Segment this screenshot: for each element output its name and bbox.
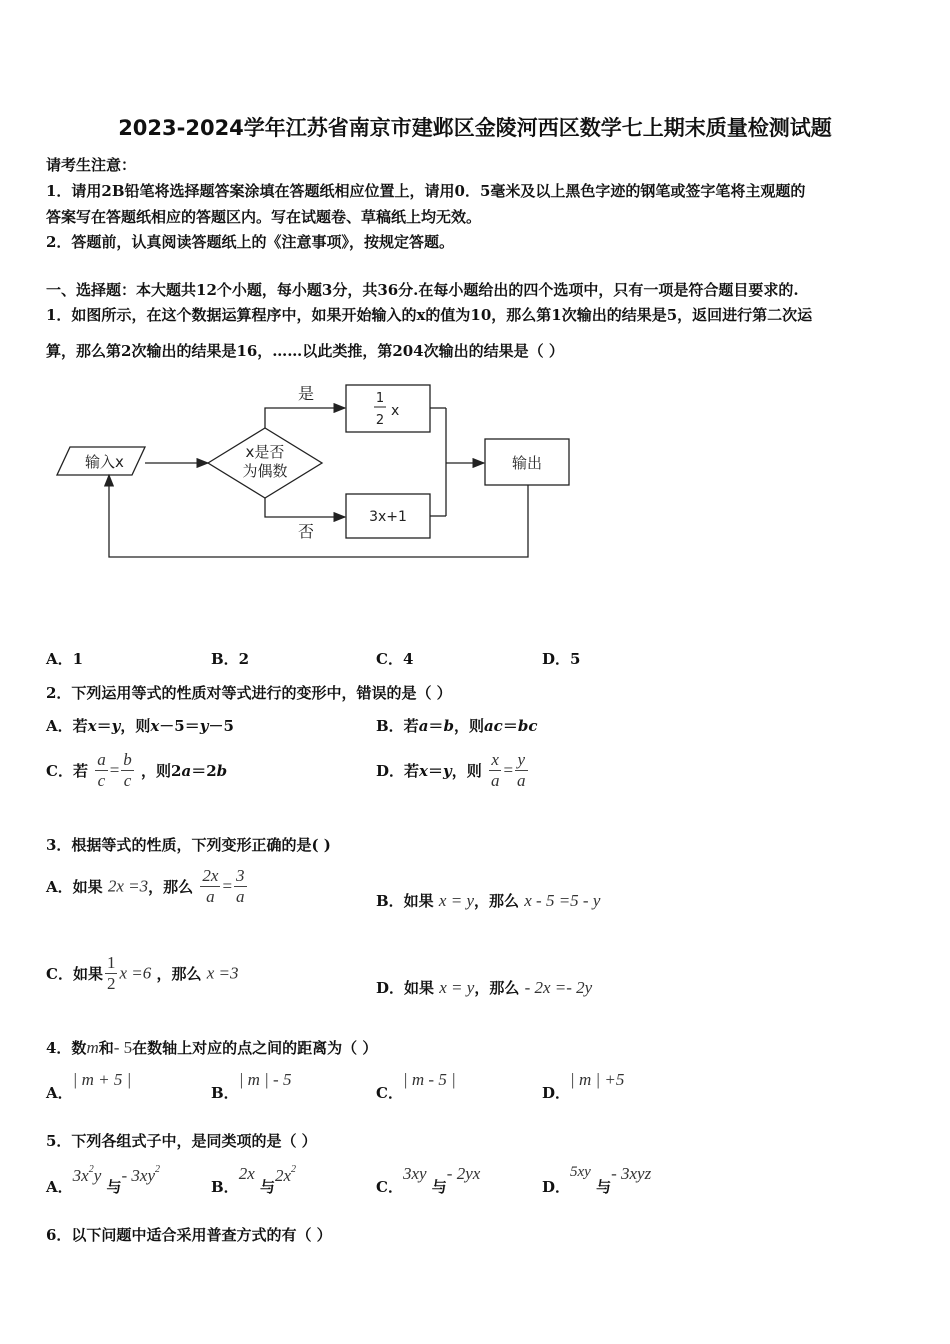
q2-option-a[interactable] — [46, 715, 234, 736]
q4-option-a[interactable] — [46, 1070, 131, 1103]
q6-stem: 6．以下问题中适合采用普查方式的有（ ） — [46, 1226, 332, 1244]
q3-option-a[interactable] — [46, 866, 249, 907]
q5-option-c[interactable] — [376, 1164, 480, 1197]
flow-output-label: 输出 — [511, 454, 543, 472]
q3-b-cond: x = y — [438, 891, 474, 910]
q2-b-ac: ac — [483, 717, 503, 735]
q5-b-and: 与 — [259, 1178, 275, 1196]
flow-half-numerator: 1 — [375, 391, 385, 406]
q2-a-y2: y — [199, 717, 209, 735]
q2-b-bc: bc — [517, 717, 538, 735]
q3-a-num1: 2x — [202, 866, 219, 885]
q5-a-and: 与 — [106, 1178, 122, 1196]
q3-option-b[interactable] — [376, 890, 600, 911]
flow-half-variable: x — [391, 403, 400, 419]
q2-stem: 2．下列运用等式的性质对等式进行的变形中，错误的是（ ） — [46, 684, 452, 702]
q4-stem — [46, 1037, 377, 1058]
q2-a-end: －5 — [208, 717, 234, 735]
q4-stem-p3: 和 — [98, 1039, 114, 1057]
q5-a-expr1-base: 3x — [72, 1166, 89, 1185]
q3-option-c[interactable] — [46, 953, 239, 994]
q4-stem-p5: 在数轴上对应的点之间的距离为（ ） — [132, 1039, 378, 1057]
q2-option-d[interactable] — [376, 750, 530, 791]
q3-d-cond: x = y — [439, 978, 475, 997]
q1-option-b[interactable]: B．2 — [211, 650, 250, 668]
q2-option-b[interactable] — [376, 715, 537, 736]
q2-c-eq: = — [109, 760, 120, 780]
q5-c-expr2: - 2yx — [446, 1164, 481, 1183]
q5-b-expr1: 2x — [238, 1164, 255, 1183]
q2-c-den1: c — [97, 771, 106, 790]
q5-option-d[interactable] — [542, 1164, 651, 1197]
q3-d-result: - 2x =- 2y — [524, 978, 593, 997]
q2-c-res3: ＝2 — [191, 762, 217, 780]
q3-c-label: C．如果 — [46, 965, 103, 983]
notice-line-2: 答案写在答题纸相应的答题区内。写在试题卷、草稿纸上均无效。 — [46, 208, 482, 226]
q2-a-label: A．若 — [46, 717, 88, 735]
q2-a-eq: ＝ — [96, 717, 112, 735]
q5-a-expr1-exp: 2 — [88, 1164, 94, 1175]
q4-stem-p1: 4．数 — [46, 1039, 87, 1057]
q5-d-expr2: - 3xyz — [611, 1164, 652, 1183]
q1-stem-line-1: 1．如图所示，在这个数据运算程序中，如果开始输入的x的值为10，那么第1次输出的结果是5，返回进行第二次运 — [46, 306, 813, 324]
q3-c-cond: x =6 — [119, 963, 152, 983]
q3-c-then: ，那么 — [156, 965, 202, 983]
q4-stem-neg5: - 5 — [113, 1038, 133, 1057]
q2-d-eq-frac: = — [503, 760, 514, 780]
q4-c-expr: | m - 5 | — [402, 1070, 456, 1089]
q3-a-label: A．如果 — [46, 878, 103, 896]
q2-b-b: b — [443, 717, 454, 735]
q3-a-then: ，那么 — [148, 878, 194, 896]
flow-no-label: 否 — [298, 522, 315, 541]
q5-c-and: 与 — [431, 1178, 447, 1196]
flow-condition-line-2: 为偶数 — [242, 462, 288, 480]
q4-d-expr: | m | +5 — [570, 1070, 625, 1089]
q2-b-eq2: ＝ — [502, 717, 518, 735]
q3-b-label: B．如果 — [376, 892, 434, 910]
q3-stem: 3．根据等式的性质，下列变形正确的是( ) — [46, 836, 331, 854]
q2-option-c[interactable] — [46, 750, 227, 791]
q5-stem: 5．下列各组式子中，是同类项的是（ ） — [46, 1132, 317, 1150]
q4-option-c[interactable] — [376, 1070, 456, 1103]
q5-d-and: 与 — [596, 1178, 612, 1196]
flow-half-denominator: 2 — [375, 413, 385, 428]
q2-b-then: ，则 — [453, 717, 484, 735]
q3-b-then: ，那么 — [473, 892, 519, 910]
flow-condition-line-1: x是否 — [245, 443, 285, 461]
q5-c-label: C． — [376, 1178, 403, 1196]
q5-b-label: B． — [211, 1178, 239, 1196]
q5-b-expr2-base: 2x — [274, 1166, 292, 1185]
q1-option-a[interactable]: A．1 — [46, 650, 84, 668]
q2-d-den2: a — [517, 771, 526, 790]
q1-stem-line-2: 算，那么第2次输出的结果是16，……以此类推，第204次输出的结果是（ ） — [46, 342, 564, 360]
q5-a-expr1-tail: y — [93, 1166, 102, 1185]
q3-a-den2: a — [236, 887, 245, 906]
q5-d-label: D． — [542, 1178, 571, 1196]
q4-c-label: C． — [376, 1084, 403, 1102]
q2-b-eq: ＝ — [428, 717, 444, 735]
q4-a-label: A． — [46, 1084, 73, 1102]
q4-b-label: B． — [211, 1084, 239, 1102]
flow-arrow-loop — [109, 475, 528, 557]
q3-d-label: D．如果 — [376, 979, 435, 997]
q5-a-expr2-exp: 2 — [155, 1164, 160, 1175]
q2-a-x: x — [87, 717, 97, 735]
q4-b-expr: | m | - 5 — [238, 1070, 292, 1089]
q2-d-den1: a — [490, 771, 500, 790]
q2-b-a: a — [418, 717, 429, 735]
q3-b-result: x - 5 =5 - y — [524, 891, 601, 910]
q3-c-result: x =3 — [206, 963, 239, 983]
q5-b-expr2-exp: 2 — [291, 1164, 297, 1175]
q4-stem-m: m — [86, 1038, 99, 1057]
q4-a-expr: | m + 5 | — [72, 1070, 132, 1089]
q2-c-then: ，则 — [141, 762, 172, 780]
q1-flowchart — [50, 375, 590, 570]
q2-d-label: D．若 — [376, 762, 420, 780]
q3-a-cond: 2x =3 — [107, 876, 149, 896]
q3-c-den: 2 — [106, 974, 116, 993]
q2-d-num2: y — [515, 750, 528, 771]
q5-option-a[interactable] — [46, 1164, 160, 1197]
q2-a-mid: －5＝ — [159, 717, 200, 735]
q3-a-num2: 3 — [236, 866, 245, 885]
flow-half-box — [346, 385, 430, 432]
q2-a-then: ，则 — [120, 717, 151, 735]
flow-odd-label: 3x+1 — [369, 509, 407, 525]
q2-d-num1: x — [489, 750, 502, 771]
notice-line-1: 1．请用2B铅笔将选择题答案涂填在答题纸相应位置上，请用0．5毫米及以上黑色字迹的钢笔或签字笔将主观题的 — [46, 182, 806, 200]
q2-c-res2: a — [181, 762, 192, 780]
page-title: 2023-2024学年江苏省南京市建邺区金陵河西区数学七上期末质量检测试题 — [118, 116, 832, 140]
flow-input-label: 输入x — [85, 453, 124, 471]
q3-a-den1: a — [206, 887, 215, 906]
q4-option-d[interactable] — [542, 1070, 624, 1103]
q2-c-num2: b — [123, 750, 132, 769]
q5-option-b[interactable] — [211, 1164, 296, 1197]
q2-b-label: B．若 — [376, 717, 419, 735]
q3-option-d[interactable] — [376, 977, 592, 998]
q4-d-label: D． — [542, 1084, 571, 1102]
q2-c-label: C．若 — [46, 762, 88, 780]
q1-option-c[interactable]: C．4 — [376, 650, 414, 668]
q2-c-num1: a — [97, 750, 106, 769]
q5-a-expr2-base: - 3xy — [121, 1166, 155, 1185]
q2-c-den2: c — [123, 771, 132, 790]
q3-d-then: ，那么 — [474, 979, 520, 997]
section-heading: 一、选择题：本大题共12个小题，每小题3分，共36分.在每小题给出的四个选项中，只有一项是符合题目要求的. — [46, 281, 799, 299]
notice-heading: 请考生注意： — [46, 156, 137, 174]
q5-d-expr1: 5xy — [570, 1164, 591, 1180]
notice-line-3: 2．答题前，认真阅读答题纸上的《注意事项》，按规定答题。 — [46, 233, 454, 251]
q5-c-expr1: 3xy — [402, 1164, 427, 1183]
q2-a-x2: x — [150, 717, 160, 735]
flow-arrow-yes — [265, 408, 345, 428]
flow-arrow-no — [265, 498, 345, 517]
q5-a-label: A． — [46, 1178, 73, 1196]
q2-d-y: y — [442, 762, 452, 780]
q2-a-y: y — [111, 717, 121, 735]
flow-yes-label: 是 — [298, 384, 315, 403]
q3-c-num: 1 — [106, 953, 116, 972]
q3-a-eq: = — [222, 876, 233, 896]
q4-option-b[interactable] — [211, 1070, 291, 1103]
q2-d-eq: ＝ — [427, 762, 443, 780]
q2-c-res4: b — [216, 762, 228, 780]
q1-option-d[interactable]: D．5 — [542, 650, 581, 668]
q2-d-then: ，则 — [451, 762, 482, 780]
q2-c-res1: 2 — [171, 762, 182, 780]
q2-d-x: x — [419, 762, 428, 780]
